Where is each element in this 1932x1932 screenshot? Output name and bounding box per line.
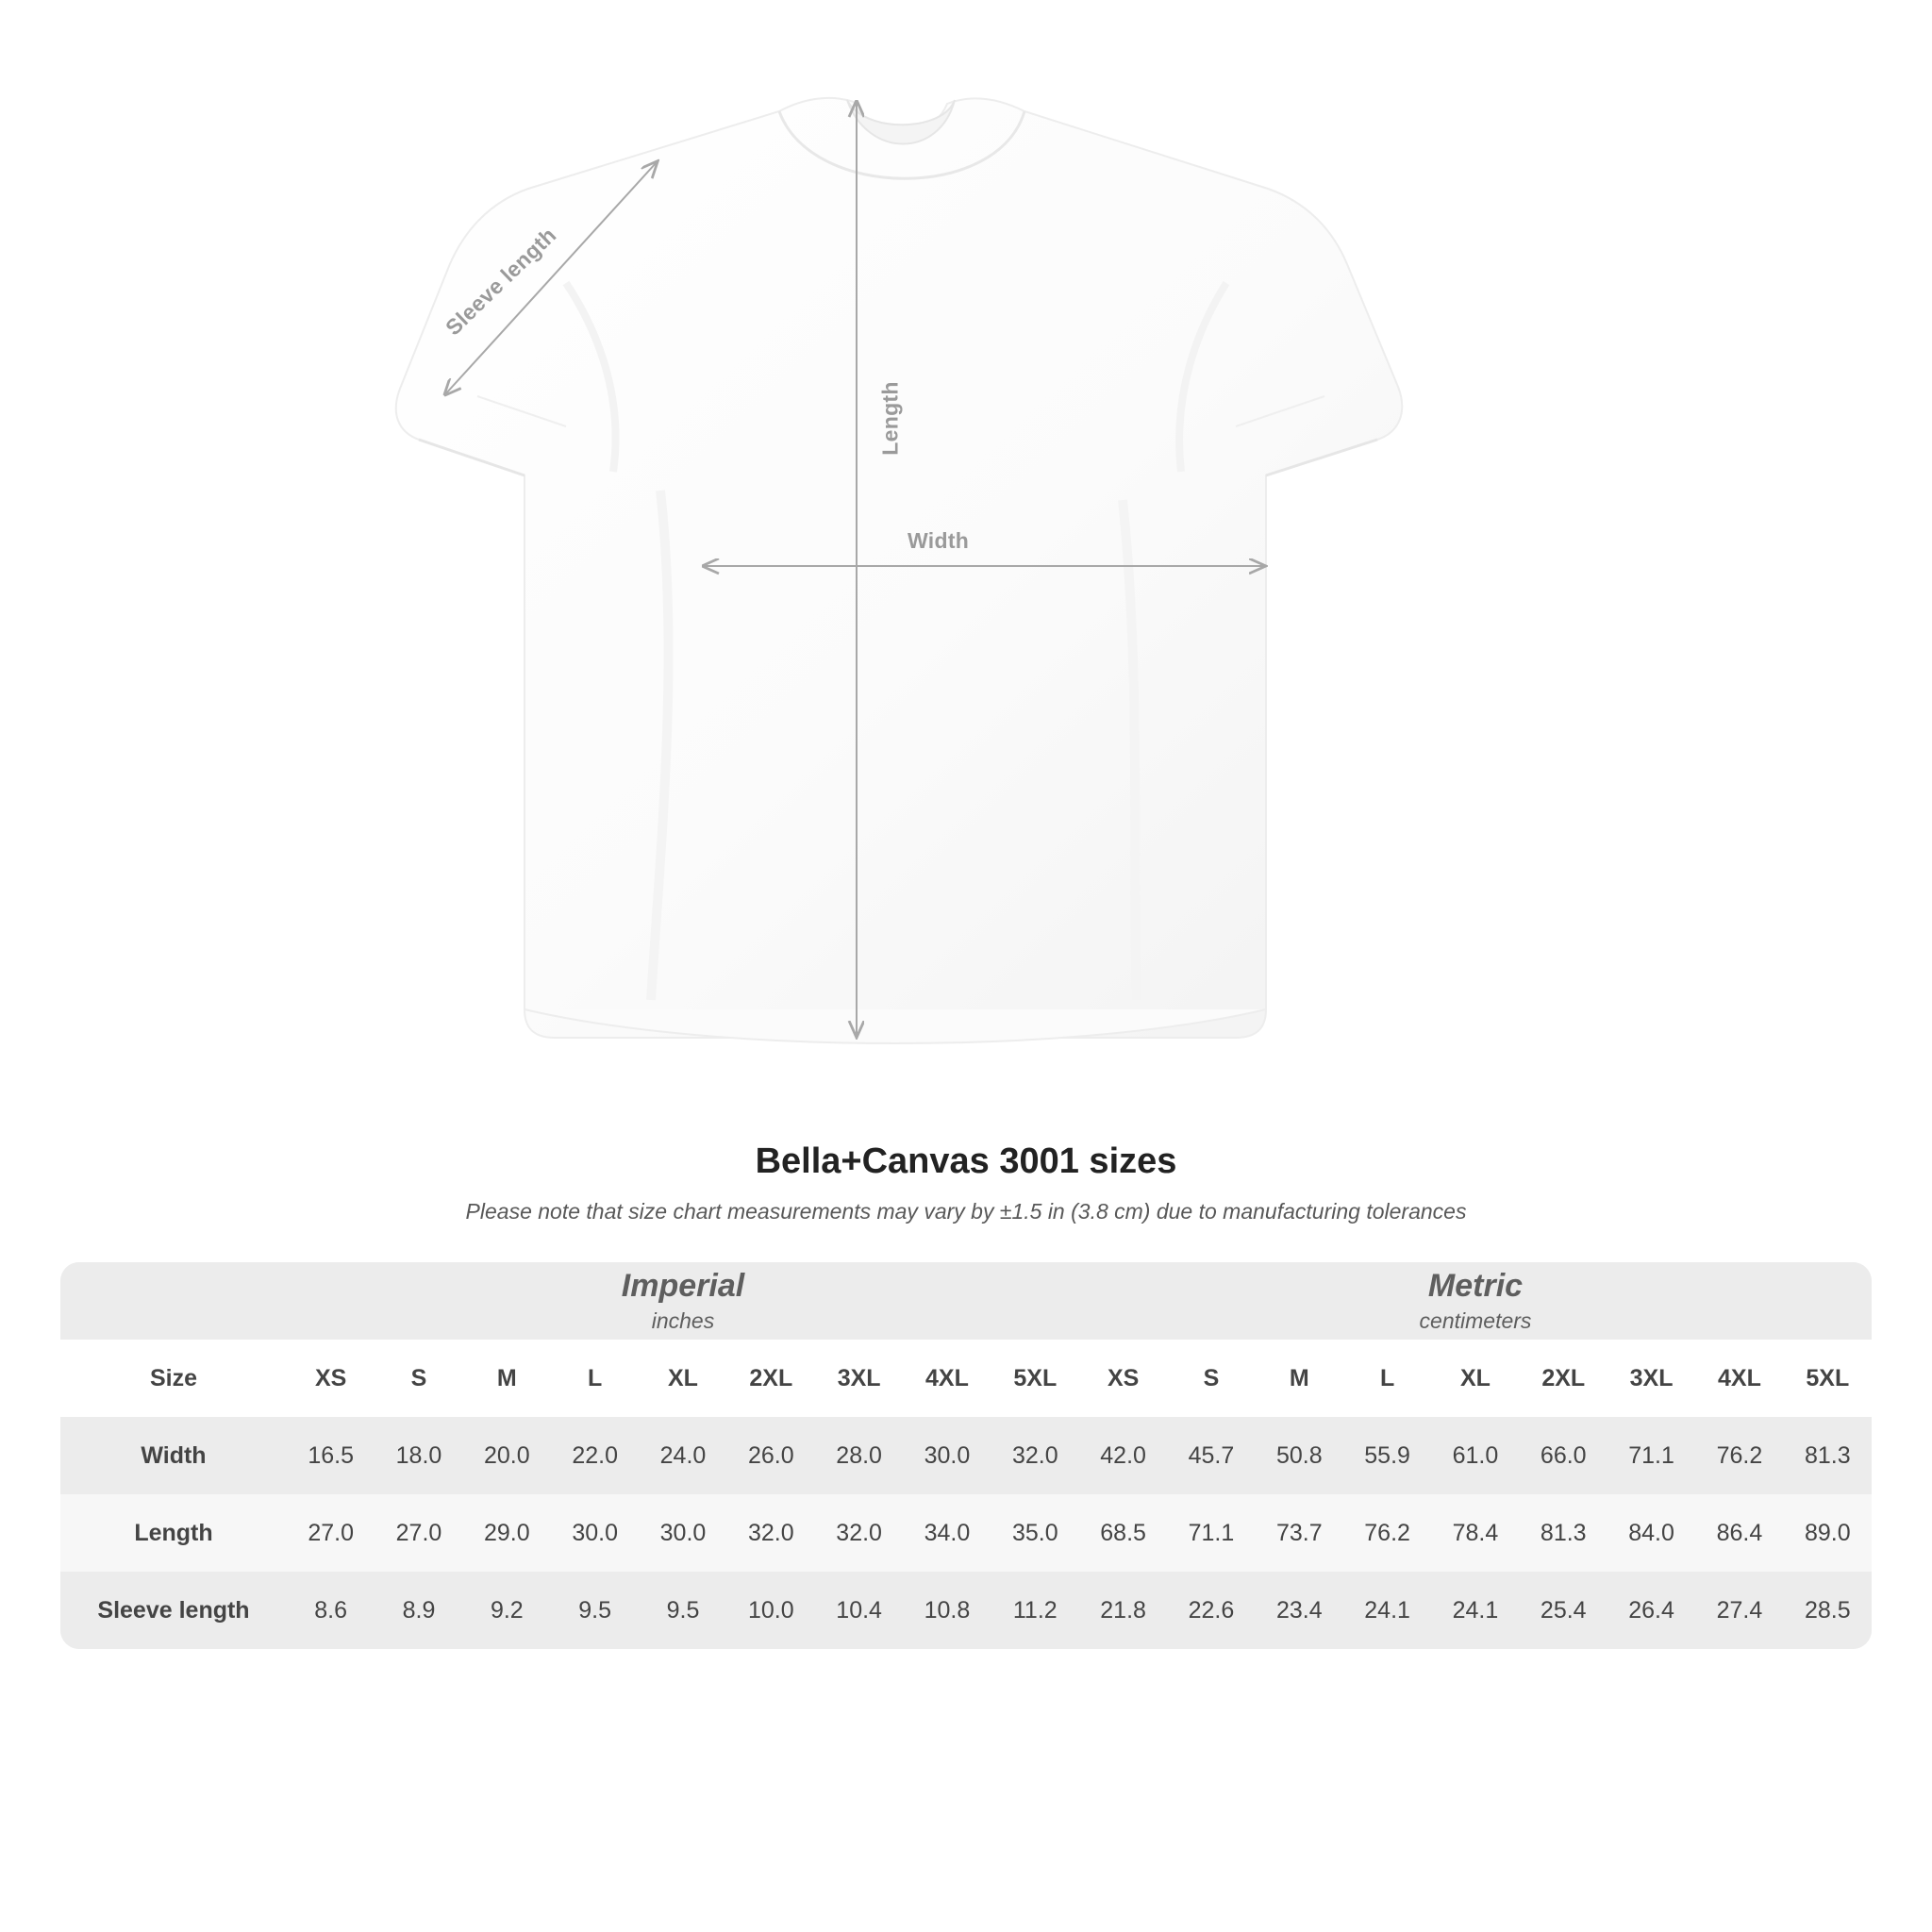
- unit-imperial-cell: [287, 1262, 1079, 1340]
- table-cell: 50.8: [1256, 1417, 1343, 1494]
- table-cell: 35.0: [991, 1494, 1079, 1572]
- unit-row-spacer: [60, 1262, 287, 1340]
- table-cell: 8.9: [375, 1572, 462, 1649]
- table-cell: 21.8: [1079, 1572, 1167, 1649]
- table-cell: 34.0: [903, 1494, 991, 1572]
- size-header-cell: 4XL: [903, 1340, 991, 1417]
- table-cell: 76.2: [1695, 1417, 1783, 1494]
- table-row: [60, 1572, 1872, 1649]
- unit-header-row: [60, 1262, 1872, 1340]
- page-title: Bella+Canvas 3001 sizes: [755, 1141, 1177, 1181]
- table-cell: 78.4: [1431, 1494, 1519, 1572]
- width-label: Width: [908, 528, 970, 553]
- table-cell: 71.1: [1607, 1417, 1695, 1494]
- size-header-cell: M: [1256, 1340, 1343, 1417]
- table-cell: 86.4: [1695, 1494, 1783, 1572]
- table-cell: 61.0: [1431, 1417, 1519, 1494]
- table-cell: 42.0: [1079, 1417, 1167, 1494]
- table-cell: 73.7: [1256, 1494, 1343, 1572]
- size-header-cell: 5XL: [1784, 1340, 1872, 1417]
- row-label-sleeve-length: Sleeve length: [60, 1572, 287, 1649]
- size-header-label: Size: [60, 1340, 287, 1417]
- unit-metric-sub: centimeters: [1419, 1308, 1532, 1334]
- table-cell: 22.6: [1167, 1572, 1255, 1649]
- table-cell: 81.3: [1784, 1417, 1872, 1494]
- measurement-note: Please note that size chart measurements may vary by ±1.5 in (3.8 cm) due to manufacturing tolerances: [465, 1199, 1467, 1224]
- table-cell: 28.0: [815, 1417, 903, 1494]
- unit-metric-name: Metric: [1427, 1267, 1524, 1304]
- table-cell: 25.4: [1520, 1572, 1607, 1649]
- table-cell: 55.9: [1343, 1417, 1431, 1494]
- unit-imperial-sub: inches: [651, 1308, 715, 1334]
- row-label-length: Length: [60, 1494, 287, 1572]
- table-cell: 68.5: [1079, 1494, 1167, 1572]
- size-header-cell: M: [463, 1340, 551, 1417]
- table-cell: 27.4: [1695, 1572, 1783, 1649]
- table-cell: 30.0: [551, 1494, 639, 1572]
- table-cell: 32.0: [727, 1494, 815, 1572]
- table-cell: 32.0: [991, 1417, 1079, 1494]
- table-row: [60, 1494, 1872, 1572]
- table-cell: 8.6: [287, 1572, 375, 1649]
- size-header-cell: 2XL: [727, 1340, 815, 1417]
- table-cell: 24.1: [1431, 1572, 1519, 1649]
- size-table: [60, 1262, 1872, 1649]
- table-cell: 45.7: [1167, 1417, 1255, 1494]
- table-cell: 22.0: [551, 1417, 639, 1494]
- size-header-cell: S: [1167, 1340, 1255, 1417]
- table-cell: 84.0: [1607, 1494, 1695, 1572]
- table-cell: 26.0: [727, 1417, 815, 1494]
- size-header-row: [60, 1340, 1872, 1417]
- table-cell: 9.5: [551, 1572, 639, 1649]
- table-cell: 20.0: [463, 1417, 551, 1494]
- table-cell: 11.2: [991, 1572, 1079, 1649]
- table-cell: 23.4: [1256, 1572, 1343, 1649]
- size-header-cell: XL: [639, 1340, 726, 1417]
- table-cell: 29.0: [463, 1494, 551, 1572]
- table-cell: 10.4: [815, 1572, 903, 1649]
- size-header-cell: 5XL: [991, 1340, 1079, 1417]
- row-label-width: Width: [60, 1417, 287, 1494]
- size-header-cell: 3XL: [1607, 1340, 1695, 1417]
- sleeve-length-label: Sleeve length: [440, 222, 561, 341]
- size-table-wrapper: [60, 1262, 1872, 1649]
- table-row: [60, 1417, 1872, 1494]
- size-header-cell: 3XL: [815, 1340, 903, 1417]
- table-cell: 16.5: [287, 1417, 375, 1494]
- unit-imperial-name: Imperial: [621, 1267, 745, 1304]
- table-cell: 26.4: [1607, 1572, 1695, 1649]
- table-cell: 30.0: [903, 1417, 991, 1494]
- table-cell: 10.8: [903, 1572, 991, 1649]
- table-cell: 24.1: [1343, 1572, 1431, 1649]
- table-cell: 81.3: [1520, 1494, 1607, 1572]
- table-cell: 66.0: [1520, 1417, 1607, 1494]
- table-cell: 27.0: [375, 1494, 462, 1572]
- size-header-cell: L: [1343, 1340, 1431, 1417]
- size-header-cell: L: [551, 1340, 639, 1417]
- table-cell: 89.0: [1784, 1494, 1872, 1572]
- table-cell: 10.0: [727, 1572, 815, 1649]
- title-block: [0, 1141, 1932, 1224]
- size-header-cell: XS: [1079, 1340, 1167, 1417]
- size-header-cell: XS: [287, 1340, 375, 1417]
- table-cell: 9.5: [639, 1572, 726, 1649]
- unit-metric-cell: [1079, 1262, 1872, 1340]
- table-cell: 24.0: [639, 1417, 726, 1494]
- size-header-cell: 2XL: [1520, 1340, 1607, 1417]
- size-header-cell: S: [375, 1340, 462, 1417]
- size-header-cell: 4XL: [1695, 1340, 1783, 1417]
- table-cell: 18.0: [375, 1417, 462, 1494]
- table-cell: 71.1: [1167, 1494, 1255, 1572]
- length-label: Length: [877, 381, 903, 456]
- table-cell: 30.0: [639, 1494, 726, 1572]
- table-cell: 27.0: [287, 1494, 375, 1572]
- table-cell: 76.2: [1343, 1494, 1431, 1572]
- size-header-cell: XL: [1431, 1340, 1519, 1417]
- table-cell: 28.5: [1784, 1572, 1872, 1649]
- table-cell: 9.2: [463, 1572, 551, 1649]
- table-cell: 32.0: [815, 1494, 903, 1572]
